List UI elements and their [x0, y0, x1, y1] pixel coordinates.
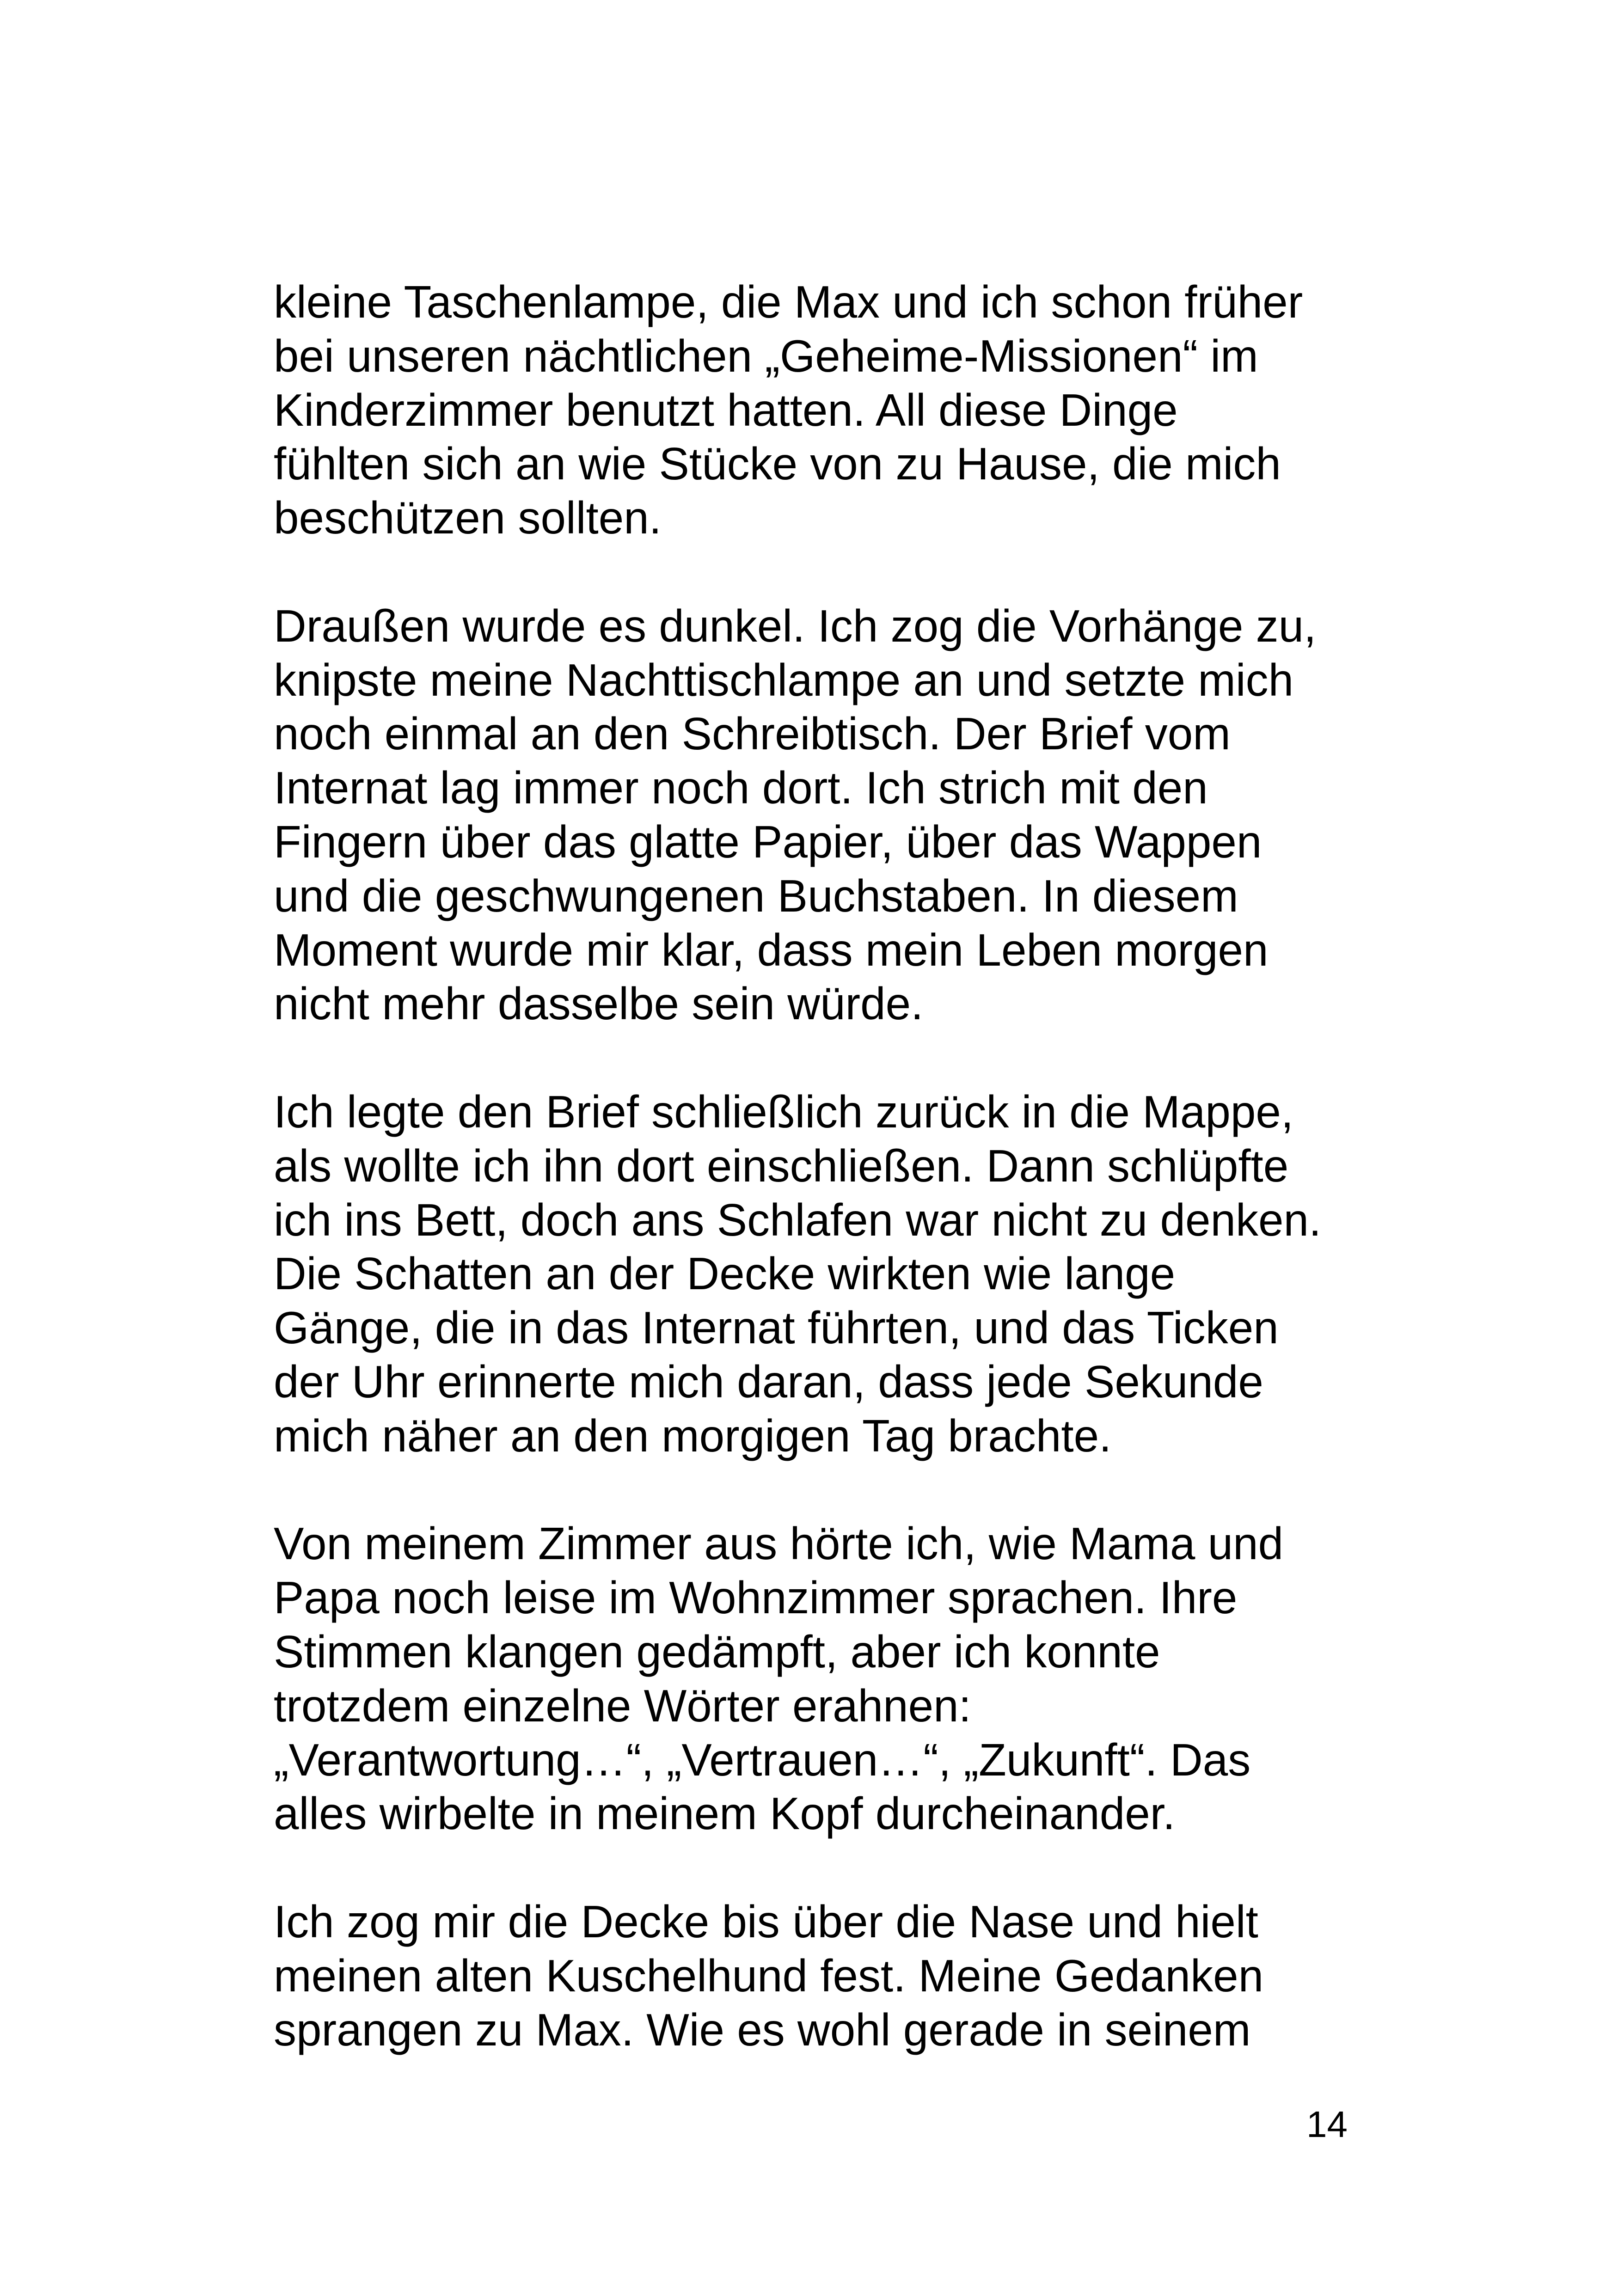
body-text	[274, 275, 1383, 2057]
paragraph-4: Von meinem Zimmer aus hörte ich, wie Mama und Papa noch leise im Wohnzimmer sprachen. Ihre Stimmen klangen gedämpft, aber ich konnte trotzdem einzelne Wörter erahnen: „Verantwortung…“, „Vertrauen…“, „Zukunft“. Das alles wirbelte in meinem Kopf durcheinander.	[274, 1518, 1284, 1839]
page-number: 14	[1306, 2104, 1348, 2145]
paragraph-3: Ich legte den Brief schließlich zurück in die Mappe, als wollte ich ihn dort einschließen. Dann schlüpfte ich ins Bett, doch ans Schlafen war nicht zu denken. Die Schatten an der Decke wirkten wie lange Gänge, die in das Internat führten, und das Ticken der Uhr erinnerte mich daran, dass jede Sekunde mich näher an den morgigen Tag brachte.	[274, 1086, 1322, 1461]
paragraph-5: Ich zog mir die Decke bis über die Nase und hielt meinen alten Kuschelhund fest. Meine Gedanken sprangen zu Max. Wie es wohl gerade in seinem	[274, 1896, 1264, 2055]
paragraph-1: kleine Taschenlampe, die Max und ich schon früher bei unseren nächtlichen „Geheime-Missionen“ im Kinderzimmer benutzt hatten. All diese Dinge fühlten sich an wie Stücke von zu Hause, die mich beschützen sollten.	[274, 276, 1303, 544]
paragraph-2: Draußen wurde es dunkel. Ich zog die Vorhänge zu, knipste meine Nachttischlampe an und setzte mich noch einmal an den Schreibtisch. Der Brief vom Internat lag immer noch dort. Ich strich mit den Fingern über das glatte Papier, über das Wappen und die geschwungenen Buchstaben. In diesem Moment wurde mir klar, dass mein Leben morgen nicht mehr dasselbe sein würde.	[274, 600, 1317, 1029]
